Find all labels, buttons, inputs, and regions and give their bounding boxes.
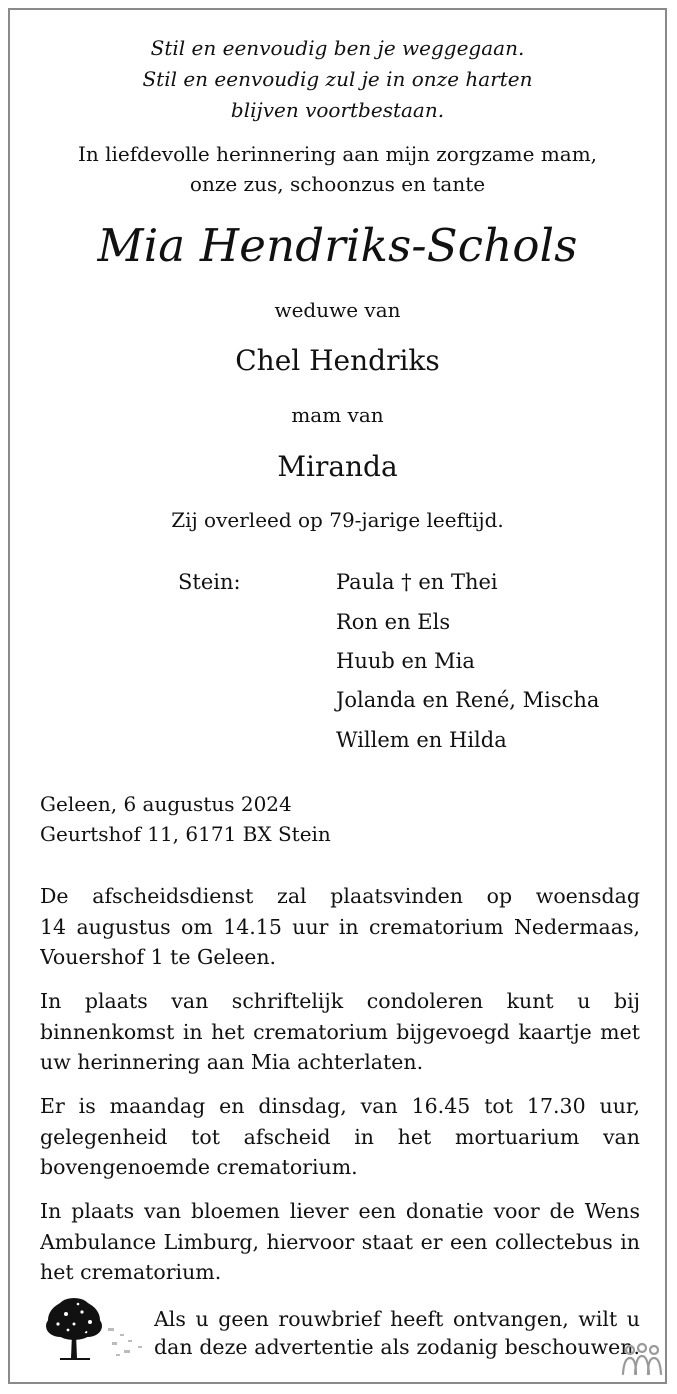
paragraph-service (40, 881, 640, 973)
obituary-card (8, 8, 667, 1384)
paragraph-line: het crematorium. (40, 1260, 222, 1284)
paragraph-line: uw herinnering aan Mia achterlaten. (40, 1050, 424, 1074)
paragraph-farewell (40, 1091, 640, 1183)
paragraph-line: De afscheidsdienst zal plaatsvinden op woensdag (40, 884, 640, 908)
paragraph-line: Vouershof 1 te Geleen. (40, 945, 277, 969)
location-date: Geleen, 6 augustus 2024 (40, 792, 292, 816)
poem-line-3: blijven voortbestaan. (230, 98, 445, 122)
family-member: Willem en Hilda (336, 728, 507, 752)
paragraph-line: 14 augustus om 14.15 uur in crematorium Nedermaas, (40, 914, 640, 939)
family-member: Jolanda en René, Mischa (336, 688, 600, 712)
deceased-name: Mia Hendriks-Schols (97, 219, 578, 272)
paragraph-line: In plaats van schriftelijk condoleren kunt u bij (40, 989, 640, 1013)
family-member: Paula † en Thei (336, 570, 498, 594)
closing-note (154, 1305, 640, 1361)
intro-line-2: onze zus, schoonzus en tante (189, 172, 486, 196)
tree-icon (38, 1294, 150, 1366)
spouse-name: Chel Hendriks (235, 344, 440, 377)
paragraph-line: gelegenheid tot afscheid in het mortuarium van (40, 1124, 640, 1149)
paragraph-donation (40, 1196, 640, 1288)
mother-of-label: mam van (291, 403, 384, 427)
paragraph-line: Ambulance Limburg, hiervoor staat er een collectebus in (40, 1229, 640, 1254)
family-place: Stein: (178, 570, 241, 594)
widow-of-label: weduwe van (274, 298, 401, 322)
age-statement: Zij overleed op 79-jarige leeftijd. (171, 508, 504, 532)
address: Geurtshof 11, 6171 BX Stein (40, 822, 331, 846)
people-logo-icon (620, 1340, 664, 1378)
paragraph-line: Er is maandag en dinsdag, van 16.45 tot 17.30 uur, (40, 1094, 640, 1118)
intro-line-1: In liefdevolle herinnering aan mijn zorgzame mam, (77, 142, 598, 166)
poem-line-1: Stil en eenvoudig ben je weggegaan. (150, 36, 525, 60)
family-member: Ron en Els (336, 610, 451, 634)
paragraph-condolence (40, 986, 640, 1078)
poem-line-2: Stil en eenvoudig zul je in onze harten (142, 67, 533, 91)
closing-line-2: dan deze advertentie als zodanig beschouwen. (154, 1335, 640, 1359)
paragraph-line: bovengenoemde crematorium. (40, 1155, 358, 1179)
paragraph-line: binnenkomst in het crematorium bijgevoegd kaartje met (40, 1019, 640, 1044)
paragraph-line: In plaats van bloemen liever een donatie voor de Wens (40, 1199, 640, 1223)
family-member: Huub en Mia (336, 649, 475, 673)
closing-line-1: Als u geen rouwbrief heeft ontvangen, wilt u (154, 1307, 640, 1331)
child-name: Miranda (277, 450, 398, 483)
